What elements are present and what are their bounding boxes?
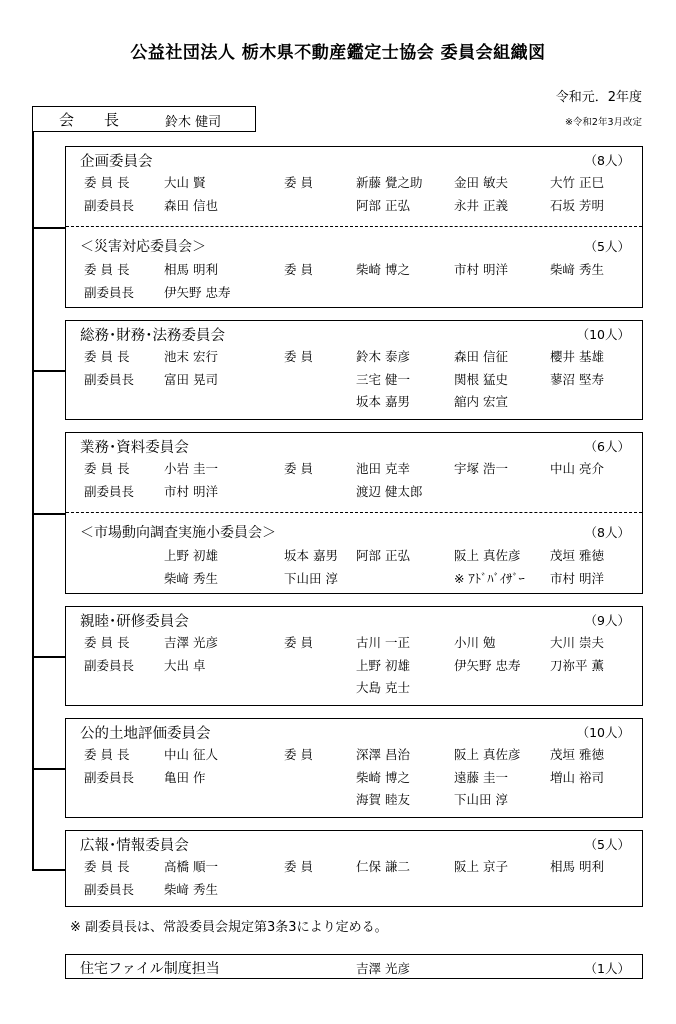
member-cell: 上野 初雄 bbox=[164, 548, 218, 563]
member-cell: 大島 克士 bbox=[356, 680, 410, 695]
member-cell: 大山 賢 bbox=[164, 175, 206, 190]
member-cell: 坂本 嘉男 bbox=[284, 548, 338, 563]
member-cell: 阿部 正弘 bbox=[356, 548, 410, 563]
member-cell: 柴﨑 秀生 bbox=[164, 570, 218, 586]
committee-count: （6人） bbox=[584, 439, 630, 454]
housing-count: （1人） bbox=[584, 961, 630, 976]
member-cell: 委 員 長 bbox=[84, 349, 130, 364]
committee-count: （8人） bbox=[584, 153, 630, 168]
member-cell: 上野 初雄 bbox=[356, 657, 410, 673]
member-cell: 委 員 長 bbox=[84, 175, 130, 190]
member-cell: 高橋 順一 bbox=[164, 859, 218, 874]
president-label: 会長 bbox=[59, 111, 150, 129]
subcommittee-title: ＜市場動向調査実施小委員会＞ bbox=[80, 525, 276, 541]
member-cell: 中山 征人 bbox=[164, 747, 218, 762]
member-cell: 柴崎 博之 bbox=[356, 262, 410, 277]
committee-box bbox=[65, 146, 643, 308]
connector-line bbox=[32, 227, 65, 229]
member-cell: 阪上 真佐彦 bbox=[454, 548, 521, 563]
member-cell: 三宅 健一 bbox=[356, 371, 410, 387]
housing-name: 吉澤 光彦 bbox=[356, 961, 410, 976]
committee-box bbox=[65, 718, 643, 818]
member-cell: 増山 裕司 bbox=[550, 769, 604, 785]
member-cell: 亀田 作 bbox=[164, 769, 206, 785]
member-cell: 市村 明洋 bbox=[550, 570, 604, 586]
member-cell: ※ ｱﾄﾞﾊﾞｲｻﾞｰ bbox=[454, 570, 525, 586]
member-cell: 委 員 長 bbox=[84, 262, 130, 277]
trunk-line bbox=[32, 132, 34, 870]
member-cell: 副委員長 bbox=[84, 371, 135, 387]
fiscal-year: 令和元．2年度 bbox=[555, 90, 642, 105]
member-cell: 相馬 明利 bbox=[164, 262, 218, 277]
member-cell: 深澤 昌治 bbox=[356, 747, 410, 762]
committee-box bbox=[65, 830, 643, 907]
committee-title: 公的土地評価委員会 bbox=[80, 726, 211, 742]
connector-line bbox=[32, 656, 65, 658]
member-cell: 小岩 圭一 bbox=[164, 461, 218, 476]
member-cell: 委 員 長 bbox=[84, 859, 130, 874]
member-cell: 新藤 覺之助 bbox=[356, 175, 423, 190]
member-cell: 永井 正義 bbox=[454, 197, 508, 213]
member-cell: 委 員 bbox=[284, 461, 313, 476]
member-cell: 委 員 bbox=[284, 859, 313, 874]
member-cell: 関根 猛史 bbox=[454, 371, 508, 387]
committee-title: 企画委員会 bbox=[80, 154, 153, 170]
member-cell: 富田 晃司 bbox=[164, 371, 218, 387]
member-cell: 阪上 京子 bbox=[454, 859, 508, 874]
member-cell: 阿部 正弘 bbox=[356, 197, 410, 213]
member-cell: 中山 亮介 bbox=[550, 461, 604, 476]
member-cell: 仁保 謙二 bbox=[356, 859, 410, 874]
member-cell: 委 員 長 bbox=[84, 635, 130, 650]
member-cell: 委 員 長 bbox=[84, 747, 130, 762]
member-cell: 鈴木 泰彦 bbox=[356, 349, 410, 364]
member-cell: 副委員長 bbox=[84, 881, 135, 897]
committee-title: 広報･情報委員会 bbox=[80, 838, 189, 854]
member-cell: 池田 克幸 bbox=[356, 461, 410, 476]
member-cell: 委 員 bbox=[284, 262, 313, 277]
president-box bbox=[32, 106, 256, 132]
member-cell: 市村 明洋 bbox=[454, 262, 508, 277]
member-cell: 古川 一正 bbox=[356, 635, 410, 650]
member-cell: 柴崎 博之 bbox=[356, 769, 410, 785]
member-cell: 下山田 淳 bbox=[284, 570, 338, 586]
member-cell: 伊矢野 忠寿 bbox=[454, 657, 521, 673]
member-cell: 副委員長 bbox=[84, 769, 135, 785]
housing-label: 住宅ファイル制度担当 bbox=[80, 961, 220, 977]
committee-box bbox=[65, 320, 643, 420]
member-cell: 森田 信也 bbox=[164, 197, 218, 213]
member-cell: 吉澤 光彦 bbox=[164, 635, 218, 650]
member-cell: 委 員 bbox=[284, 175, 313, 190]
member-cell: 海賀 睦友 bbox=[356, 792, 410, 807]
subcommittee-count: （8人） bbox=[584, 525, 630, 540]
member-cell: 副委員長 bbox=[84, 284, 135, 300]
subcommittee-divider bbox=[66, 512, 642, 513]
member-cell: 渡辺 健太郎 bbox=[356, 483, 423, 499]
member-cell: 櫻井 基雄 bbox=[550, 349, 604, 364]
connector-line bbox=[32, 768, 65, 770]
subcommittee-divider bbox=[66, 226, 642, 227]
committee-title: 業務･資料委員会 bbox=[80, 440, 189, 456]
member-cell: 委 員 bbox=[284, 349, 313, 364]
member-cell: 委 員 長 bbox=[84, 461, 130, 476]
committee-title: 親睦･研修委員会 bbox=[80, 614, 189, 630]
member-cell: 遠藤 圭一 bbox=[454, 769, 508, 785]
member-cell: 蓼沼 堅寿 bbox=[550, 371, 604, 387]
member-cell: 委 員 bbox=[284, 635, 313, 650]
subcommittee-count: （5人） bbox=[584, 239, 630, 254]
member-cell: 金田 敏夫 bbox=[454, 175, 508, 190]
member-cell: 大出 卓 bbox=[164, 657, 206, 673]
connector-line bbox=[32, 869, 65, 871]
connector-line bbox=[32, 370, 65, 372]
revision-note: ※令和2年3月改定 bbox=[564, 117, 642, 128]
member-cell: 阪上 真佐彦 bbox=[454, 747, 521, 762]
member-cell: 池末 宏行 bbox=[164, 349, 218, 364]
member-cell: 大竹 正巳 bbox=[550, 175, 604, 190]
committee-count: （9人） bbox=[584, 613, 630, 628]
member-cell: 大川 崇夫 bbox=[550, 635, 604, 650]
member-cell: 刀祢平 薫 bbox=[550, 657, 604, 673]
member-cell: 副委員長 bbox=[84, 657, 135, 673]
page-title: 公益社団法人 栃木県不動産鑑定士協会 委員会組織図 bbox=[130, 43, 546, 63]
housing-file-box bbox=[65, 954, 643, 979]
member-cell: 小川 勉 bbox=[454, 635, 496, 650]
member-cell: 柴﨑 秀生 bbox=[164, 881, 218, 897]
member-cell: 委 員 bbox=[284, 747, 313, 762]
committee-title: 総務･財務･法務委員会 bbox=[80, 328, 225, 344]
member-cell: 坂本 嘉男 bbox=[356, 394, 410, 409]
subcommittee-title: ＜災害対応委員会＞ bbox=[80, 239, 206, 255]
committee-count: （10人） bbox=[576, 725, 630, 740]
president-name: 鈴木 健司 bbox=[165, 115, 222, 130]
footnote: ※ 副委員長は、常設委員会規定第3条3により定める。 bbox=[70, 920, 388, 935]
committee-box bbox=[65, 432, 643, 594]
member-cell: 舘内 宏宣 bbox=[454, 394, 508, 409]
member-cell: 副委員長 bbox=[84, 483, 135, 499]
member-cell: 相馬 明利 bbox=[550, 859, 604, 874]
member-cell: 森田 信征 bbox=[454, 349, 508, 364]
member-cell: 下山田 淳 bbox=[454, 792, 508, 807]
committee-count: （10人） bbox=[576, 327, 630, 342]
member-cell: 市村 明洋 bbox=[164, 483, 218, 499]
member-cell: 茂垣 雅徳 bbox=[550, 548, 604, 563]
committee-count: （5人） bbox=[584, 837, 630, 852]
member-cell: 宇塚 浩一 bbox=[454, 461, 508, 476]
member-cell: 副委員長 bbox=[84, 197, 135, 213]
member-cell: 柴﨑 秀生 bbox=[550, 262, 604, 277]
committee-box bbox=[65, 606, 643, 706]
member-cell: 石坂 芳明 bbox=[550, 197, 604, 213]
member-cell: 伊矢野 忠寿 bbox=[164, 284, 231, 300]
member-cell: 茂垣 雅徳 bbox=[550, 747, 604, 762]
connector-line bbox=[32, 513, 65, 515]
